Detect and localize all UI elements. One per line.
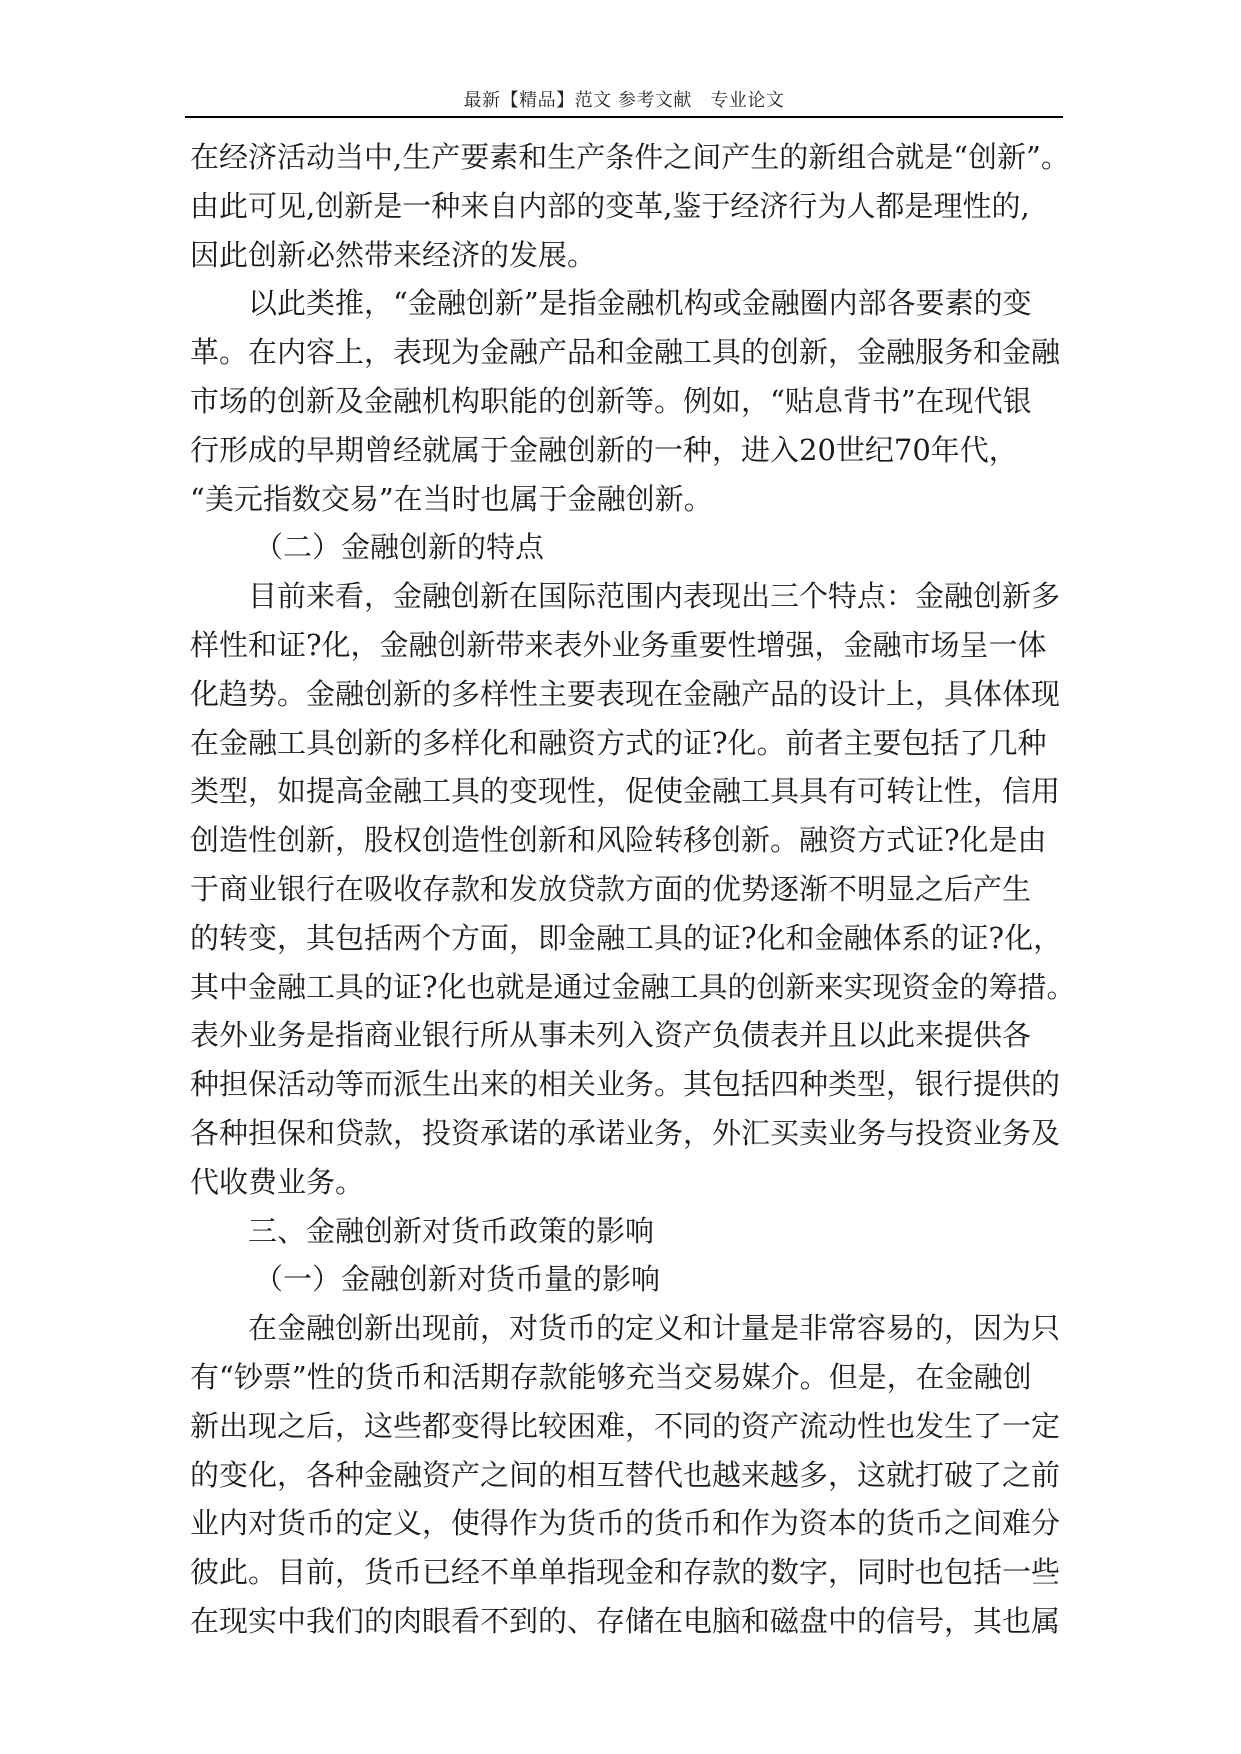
section-heading: （一）金融创新对货币量的影响 [254, 1262, 661, 1297]
body-line: 市场的创新及金融机构职能的创新等。例如，“贴息背书”在现代银 [190, 383, 1032, 418]
body-line: 行形成的早期曾经就属于金融创新的一种，进入20世纪70年代， [190, 432, 1018, 467]
body-line: 以此类推，“金融创新”是指金融机构或金融圈内部各要素的变 [248, 286, 1032, 321]
page-header: 最新【精品】范文 参考文献 专业论文 [463, 90, 785, 111]
body-line: 在金融工具创新的多样化和融资方式的证?化。前者主要包括了几种 [190, 725, 1047, 760]
body-line: 代收费业务。 [190, 1164, 365, 1199]
body-line: 种担保活动等而派生出来的相关业务。其包括四种类型，银行提供的 [190, 1067, 1061, 1102]
body-line: 的变化，各种金融资产之间的相互替代也越来越多，这就打破了之前 [190, 1457, 1061, 1492]
body-line: 样性和证?化，金融创新带来表外业务重要性增强，金融市场呈一体 [190, 627, 1047, 662]
body-line: 其中金融工具的证?化也就是通过金融工具的创新来实现资金的筹措。 [190, 969, 1076, 1004]
body-line: 由此可见,创新是一种来自内部的变革,鉴于经济行为人都是理性的, [190, 188, 1030, 223]
body-line: 目前来看，金融创新在国际范围内表现出三个特点：金融创新多 [248, 579, 1061, 614]
section-heading: （二）金融创新的特点 [254, 530, 545, 565]
body-line: “美元指数交易”在当时也属于金融创新。 [190, 481, 713, 516]
body-line: 于商业银行在吸收存款和发放贷款方面的优势逐渐不明显之后产生 [190, 871, 1032, 906]
body-line: 在现实中我们的肉眼看不到的、存储在电脑和磁盘中的信号，其也属 [190, 1603, 1061, 1638]
body-line: 创造性创新，股权创造性创新和风险转移创新。融资方式证?化是由 [190, 823, 1047, 858]
body-line: 彼此。目前，货币已经不单单指现金和存款的数字，同时也包括一些 [190, 1555, 1061, 1590]
body-line: 的转变，其包括两个方面，即金融工具的证?化和金融体系的证?化， [190, 920, 1063, 955]
body-line: 业内对货币的定义，使得作为货币的货币和作为资本的货币之间难分 [190, 1506, 1061, 1541]
body-line: 因此创新必然带来经济的发展。 [190, 237, 597, 272]
body-line: 有“钞票”性的货币和活期存款能够充当交易媒介。但是，在金融创 [190, 1359, 1032, 1394]
document-body [190, 133, 1076, 1646]
body-line: 在经济活动当中,生产要素和生产条件之间产生的新组合就是“创新”。 [190, 140, 1070, 174]
body-line: 类型，如提高金融工具的变现性，促使金融工具具有可转让性，信用 [190, 774, 1061, 809]
header-divider [185, 116, 1063, 118]
body-line: 表外业务是指商业银行所从事未列入资产负债表并且以此来提供各 [190, 1018, 1032, 1053]
body-line: 在金融创新出现前，对货币的定义和计量是非常容易的，因为只 [248, 1311, 1061, 1346]
body-line: 化趋势。金融创新的多样性主要表现在金融产品的设计上，具体体现 [190, 676, 1061, 711]
body-line: 各种担保和贷款，投资承诺的承诺业务，外汇买卖业务与投资业务及 [190, 1115, 1061, 1150]
section-heading: 三、金融创新对货币政策的影响 [248, 1213, 655, 1248]
body-line: 新出现之后，这些都变得比较困难，不同的资产流动性也发生了一定 [190, 1408, 1061, 1443]
body-line: 革。在内容上，表现为金融产品和金融工具的创新，金融服务和金融 [190, 335, 1061, 370]
